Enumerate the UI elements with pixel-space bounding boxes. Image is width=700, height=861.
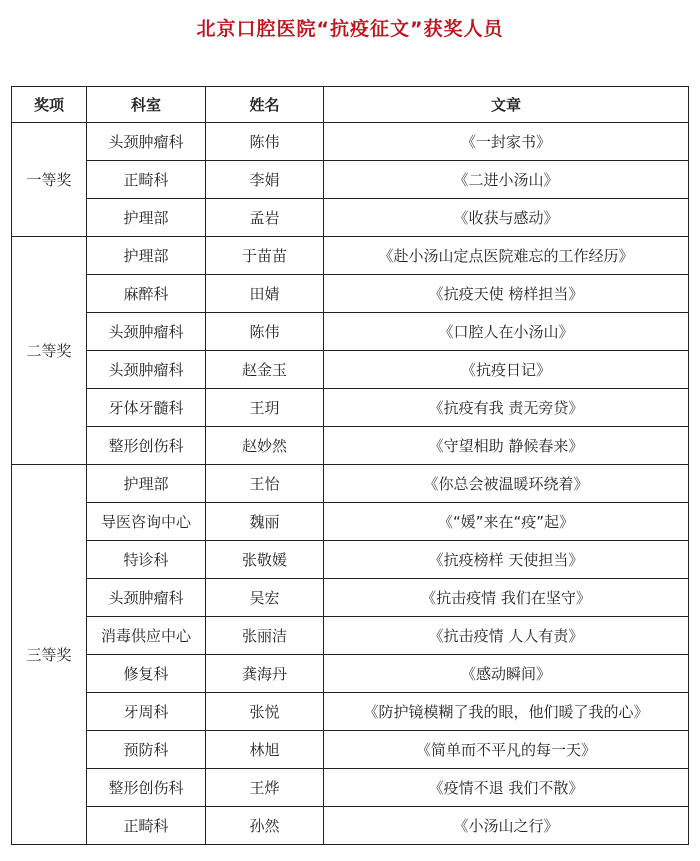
name-cell: 李娟 — [206, 161, 324, 199]
table-row — [12, 693, 689, 731]
name-cell: 魏丽 — [206, 503, 324, 541]
department-cell: 正畸科 — [87, 161, 206, 199]
article-cell: 《口腔人在小汤山》 — [324, 313, 689, 351]
article-cell: 《抗疫榜样 天使担当》 — [324, 541, 689, 579]
table-header — [12, 87, 689, 123]
name-cell: 孙然 — [206, 807, 324, 845]
name-cell: 于苗苗 — [206, 237, 324, 275]
article-cell: 《疫情不退 我们不散》 — [324, 769, 689, 807]
article-cell: 《二进小汤山》 — [324, 161, 689, 199]
department-cell: 整形创伤科 — [87, 427, 206, 465]
name-cell: 张悦 — [206, 693, 324, 731]
table-row — [12, 541, 689, 579]
name-cell: 林旭 — [206, 731, 324, 769]
article-cell: 《“媛”来在“疫”起》 — [324, 503, 689, 541]
article-cell: 《抗击疫情 人人有责》 — [324, 617, 689, 655]
article-cell: 《抗击疫情 我们在坚守》 — [324, 579, 689, 617]
department-cell: 整形创伤科 — [87, 769, 206, 807]
table-row — [12, 123, 689, 161]
name-cell: 赵金玉 — [206, 351, 324, 389]
name-cell: 吴宏 — [206, 579, 324, 617]
article-cell: 《小汤山之行》 — [324, 807, 689, 845]
header-name: 姓名 — [206, 87, 324, 123]
award-level-cell: 一等奖 — [12, 123, 87, 237]
article-cell: 《收获与感动》 — [324, 199, 689, 237]
table-row — [12, 807, 689, 845]
article-cell: 《简单而不平凡的每一天》 — [324, 731, 689, 769]
name-cell: 陈伟 — [206, 123, 324, 161]
department-cell: 头颈肿瘤科 — [87, 313, 206, 351]
name-cell: 王怡 — [206, 465, 324, 503]
department-cell: 消毒供应中心 — [87, 617, 206, 655]
table-row — [12, 199, 689, 237]
department-cell: 牙体牙髓科 — [87, 389, 206, 427]
table-row — [12, 731, 689, 769]
department-cell: 修复科 — [87, 655, 206, 693]
name-cell: 陈伟 — [206, 313, 324, 351]
article-cell: 《抗疫有我 责无旁贷》 — [324, 389, 689, 427]
article-cell: 《抗疫天使 榜样担当》 — [324, 275, 689, 313]
article-cell: 《你总会被温暖环绕着》 — [324, 465, 689, 503]
header-row — [12, 87, 689, 123]
award-level-cell: 二等奖 — [12, 237, 87, 465]
table-row — [12, 503, 689, 541]
department-cell: 牙周科 — [87, 693, 206, 731]
header-department: 科室 — [87, 87, 206, 123]
table-row — [12, 427, 689, 465]
article-cell: 《感动瞬间》 — [324, 655, 689, 693]
table-row — [12, 313, 689, 351]
table-body — [12, 123, 689, 845]
article-cell: 《一封家书》 — [324, 123, 689, 161]
department-cell: 护理部 — [87, 237, 206, 275]
table-row — [12, 351, 689, 389]
department-cell: 预防科 — [87, 731, 206, 769]
header-article: 文章 — [324, 87, 689, 123]
name-cell: 孟岩 — [206, 199, 324, 237]
table-row — [12, 275, 689, 313]
table-row — [12, 655, 689, 693]
article-cell: 《防护镜模糊了我的眼，他们暖了我的心》 — [324, 693, 689, 731]
table-row — [12, 769, 689, 807]
table-row — [12, 237, 689, 275]
department-cell: 护理部 — [87, 465, 206, 503]
name-cell: 王烨 — [206, 769, 324, 807]
department-cell: 头颈肿瘤科 — [87, 351, 206, 389]
award-level-cell: 三等奖 — [12, 465, 87, 845]
department-cell: 麻醉科 — [87, 275, 206, 313]
table-row — [12, 389, 689, 427]
table-row — [12, 465, 689, 503]
name-cell: 王玥 — [206, 389, 324, 427]
department-cell: 特诊科 — [87, 541, 206, 579]
article-cell: 《抗疫日记》 — [324, 351, 689, 389]
awards-table — [11, 86, 689, 845]
table-row — [12, 579, 689, 617]
department-cell: 护理部 — [87, 199, 206, 237]
name-cell: 张丽洁 — [206, 617, 324, 655]
article-cell: 《守望相助 静候春来》 — [324, 427, 689, 465]
department-cell: 正畸科 — [87, 807, 206, 845]
department-cell: 导医咨询中心 — [87, 503, 206, 541]
department-cell: 头颈肿瘤科 — [87, 123, 206, 161]
name-cell: 赵妙然 — [206, 427, 324, 465]
department-cell: 头颈肿瘤科 — [87, 579, 206, 617]
table-row — [12, 617, 689, 655]
article-cell: 《赴小汤山定点医院难忘的工作经历》 — [324, 237, 689, 275]
name-cell: 张敬媛 — [206, 541, 324, 579]
table-row — [12, 161, 689, 199]
page-title: 北京口腔医院“抗疫征文”获奖人员 — [196, 18, 504, 40]
header-award: 奖项 — [12, 87, 87, 123]
name-cell: 龚海丹 — [206, 655, 324, 693]
name-cell: 田婧 — [206, 275, 324, 313]
